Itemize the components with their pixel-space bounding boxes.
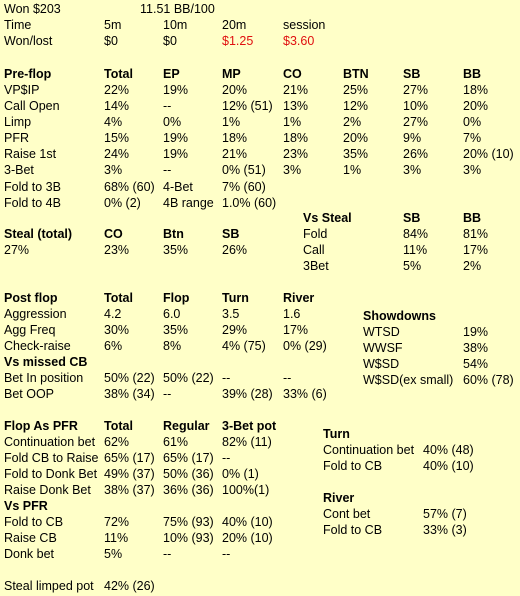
preflop-cell: 21% [283,83,309,97]
pfr-col-header: Regular [163,419,210,433]
missed-cb-cell: 50% (22) [104,371,155,385]
preflop-cell: 22% [104,83,130,97]
pfr-cell: 82% (11) [222,435,272,449]
postflop-cell: 30% [104,323,130,337]
postflop-row-label: Aggression [4,307,67,321]
vs-steal-sb-cell: 11% [403,243,428,257]
preflop-cell: 0% [163,115,182,129]
showdowns-value: 19% [463,325,489,339]
showdowns-row-label: W$SD(ex small) [363,373,454,387]
vs-steal-title: Vs Steal [303,211,352,225]
steal-co: 23% [104,243,130,257]
pfr-cell: 0% (1) [222,467,259,481]
fold-4b-label: Fold to 4B [4,196,61,210]
preflop-cell: 1% [222,115,241,129]
preflop-cell: 3% [104,163,123,177]
turn-row-label: Continuation bet [323,443,415,457]
missed-cb-cell: 50% (22) [163,371,214,385]
showdowns-title: Showdowns [363,309,436,323]
steal-limped-label: Steal limped pot [4,579,94,593]
missed-cb-cell: -- [163,387,172,401]
vs-steal-bb-cell: 2% [463,259,482,273]
vs-pfr-cell: 72% [104,515,130,529]
preflop-cell: 13% [283,99,309,113]
turn-row-label: Fold to CB [323,459,383,473]
vs-pfr-cell: -- [222,547,231,561]
preflop-col-header: SB [403,67,421,81]
vs-steal-row-label: 3Bet [303,259,329,273]
preflop-cell: 35% [343,147,369,161]
preflop-cell: 12% (51) [222,99,273,113]
pfr-cell: 50% (36) [163,467,214,481]
preflop-cell: 27% [403,115,429,129]
showdowns-value: 60% (78) [463,373,514,387]
turn-title: Turn [323,427,350,441]
showdowns-value: 38% [463,341,489,355]
preflop-row-label: PFR [4,131,29,145]
preflop-cell: 14% [104,99,130,113]
preflop-cell: -- [163,163,172,177]
preflop-cell: 3% [463,163,482,177]
preflop-cell: 23% [283,147,309,161]
preflop-cell: 0% (51) [222,163,266,177]
steal-col-co: CO [104,227,123,241]
river-value: 57% (7) [423,507,467,521]
showdowns-row-label: WWSF [363,341,403,355]
missed-cb-row-label: Bet In position [4,371,84,385]
postflop-cell: 6.0 [163,307,181,321]
preflop-row-label: Raise 1st [4,147,57,161]
vs-steal-row-label: Call [303,243,325,257]
missed-cb-cell: 38% (34) [104,387,155,401]
col-20m: 20m [222,18,247,32]
pfr-cell: 62% [104,435,130,449]
wonlost-10m: $0 [163,34,177,48]
vs-steal-bb-cell: 17% [463,243,489,257]
pfr-cell: 65% (17) [104,451,155,465]
preflop-cell: 3% [283,163,302,177]
postflop-cell: 0% (29) [283,339,327,353]
preflop-cell: 18% [463,83,489,97]
steal-title: Steal (total) [4,227,73,241]
preflop-cell: 20% [222,83,248,97]
pfr-cell: 65% (17) [163,451,214,465]
four-bet-range-value: 1.0% (60) [222,196,277,210]
preflop-col-header: EP [163,67,180,81]
pfr-col-header: 3-Bet pot [222,419,277,433]
showdowns-row-label: WTSD [363,325,400,339]
vs-steal-sb-cell: 84% [403,227,429,241]
fold-3b-value: 68% (60) [104,180,155,194]
vs-pfr-row-label: Donk bet [4,547,55,561]
wonlost-20m: $1.25 [222,34,254,48]
pfr-row-label: Fold to Donk Bet [4,467,98,481]
postflop-col-header: River [283,291,315,305]
postflop-cell: 3.5 [222,307,240,321]
turn-value: 40% (10) [423,459,474,473]
four-bet-range-label: 4B range [163,196,214,210]
vs-steal-bb-cell: 81% [463,227,489,241]
pfr-cell: 100%(1) [222,483,270,497]
pfr-cell: 36% (36) [163,483,214,497]
preflop-cell: 7% [463,131,482,145]
pfr-row-label: Fold CB to Raise [4,451,99,465]
missed-cb-cell: 33% (6) [283,387,327,401]
vs-pfr-cell: 20% (10) [222,531,273,545]
postflop-cell: 4.2 [104,307,122,321]
preflop-cell: 4% [104,115,123,129]
river-row-label: Fold to CB [323,523,383,537]
vs-steal-col-sb: SB [403,211,421,225]
steal-sb: 26% [222,243,248,257]
preflop-cell: 18% [283,131,309,145]
preflop-cell: 10% [403,99,429,113]
preflop-cell: 25% [343,83,369,97]
preflop-col-header: BTN [343,67,369,81]
preflop-col-header: Total [104,67,133,81]
preflop-cell: 20% [463,99,489,113]
showdowns-value: 54% [463,357,489,371]
preflop-cell: 27% [403,83,429,97]
preflop-cell: 20% (10) [463,147,514,161]
time-label: Time [4,18,32,32]
fold-3b-label: Fold to 3B [4,180,61,194]
missed-cb-cell: 39% (28) [222,387,273,401]
postflop-cell: 4% (75) [222,339,266,353]
preflop-cell: 19% [163,147,189,161]
postflop-col-header: Turn [222,291,249,305]
river-row-label: Cont bet [323,507,371,521]
preflop-cell: 2% [343,115,362,129]
col-session: session [283,18,326,32]
four-bet-value: 7% (60) [222,180,266,194]
vs-pfr-cell: 11% [104,531,129,545]
postflop-cell: 1.6 [283,307,301,321]
wonlost-session: $3.60 [283,34,315,48]
steal-btn: 35% [163,243,189,257]
pfr-title: Flop As PFR [4,419,78,433]
postflop-title: Post flop [4,291,58,305]
preflop-cell: 20% [343,131,369,145]
steal-col-btn: Btn [163,227,184,241]
pfr-row-label: Raise Donk Bet [4,483,91,497]
preflop-col-header: CO [283,67,302,81]
preflop-cell: -- [163,99,172,113]
won-amount: Won $203 [4,2,61,16]
river-value: 33% (3) [423,523,467,537]
postflop-row-label: Check-raise [4,339,71,353]
preflop-cell: 18% [222,131,248,145]
vs-steal-sb-cell: 5% [403,259,422,273]
missed-cb-title: Vs missed CB [4,355,88,369]
vs-steal-col-bb: BB [463,211,482,225]
preflop-row-label: 3-Bet [4,163,34,177]
vs-pfr-row-label: Fold to CB [4,515,64,529]
preflop-col-header: BB [463,67,482,81]
vs-pfr-cell: 5% [104,547,123,561]
preflop-row-label: VP$IP [4,83,40,97]
postflop-cell: 29% [222,323,248,337]
preflop-cell: 0% [463,115,482,129]
postflop-col-header: Total [104,291,133,305]
preflop-row-label: Limp [4,115,32,129]
pfr-cell: 38% (37) [104,483,155,497]
four-bet-label: 4-Bet [163,180,193,194]
steal-total: 27% [4,243,30,257]
preflop-cell: 19% [163,83,189,97]
postflop-cell: 35% [163,323,189,337]
pfr-cell: -- [222,451,231,465]
pfr-cell: 49% (37) [104,467,155,481]
preflop-cell: 9% [403,131,422,145]
preflop-cell: 26% [403,147,429,161]
vs-pfr-cell: 10% (93) [163,531,214,545]
col-10m: 10m [163,18,188,32]
pfr-cell: 61% [163,435,189,449]
wonlost-5m: $0 [104,34,118,48]
postflop-col-header: Flop [163,291,190,305]
preflop-title: Pre-flop [4,67,52,81]
postflop-row-label: Agg Freq [4,323,56,337]
vs-pfr-title: Vs PFR [4,499,48,513]
missed-cb-row-label: Bet OOP [4,387,55,401]
missed-cb-cell: -- [283,371,292,385]
vs-pfr-cell: 40% (10) [222,515,273,529]
postflop-cell: 8% [163,339,182,353]
postflop-cell: 6% [104,339,123,353]
fold-4b-value: 0% (2) [104,196,141,210]
bb-per-100: 11.51 BB/100 [140,2,215,16]
col-5m: 5m [104,18,122,32]
preflop-cell: 24% [104,147,130,161]
missed-cb-cell: -- [222,371,231,385]
preflop-cell: 19% [163,131,189,145]
wonlost-label: Won/lost [4,34,53,48]
river-title: River [323,491,355,505]
preflop-cell: 15% [104,131,130,145]
showdowns-row-label: W$SD [363,357,400,371]
vs-pfr-row-label: Raise CB [4,531,57,545]
steal-col-sb: SB [222,227,240,241]
pfr-col-header: Total [104,419,133,433]
pfr-row-label: Continuation bet [4,435,96,449]
preflop-col-header: MP [222,67,241,81]
vs-steal-row-label: Fold [303,227,328,241]
preflop-cell: 21% [222,147,248,161]
postflop-cell: 17% [283,323,309,337]
preflop-cell: 1% [283,115,302,129]
preflop-row-label: Call Open [4,99,60,113]
preflop-cell: 12% [343,99,369,113]
turn-value: 40% (48) [423,443,474,457]
preflop-cell: 3% [403,163,422,177]
vs-pfr-cell: 75% (93) [163,515,214,529]
vs-pfr-cell: -- [163,547,172,561]
preflop-cell: 1% [343,163,362,177]
steal-limped-value: 42% (26) [104,579,155,593]
